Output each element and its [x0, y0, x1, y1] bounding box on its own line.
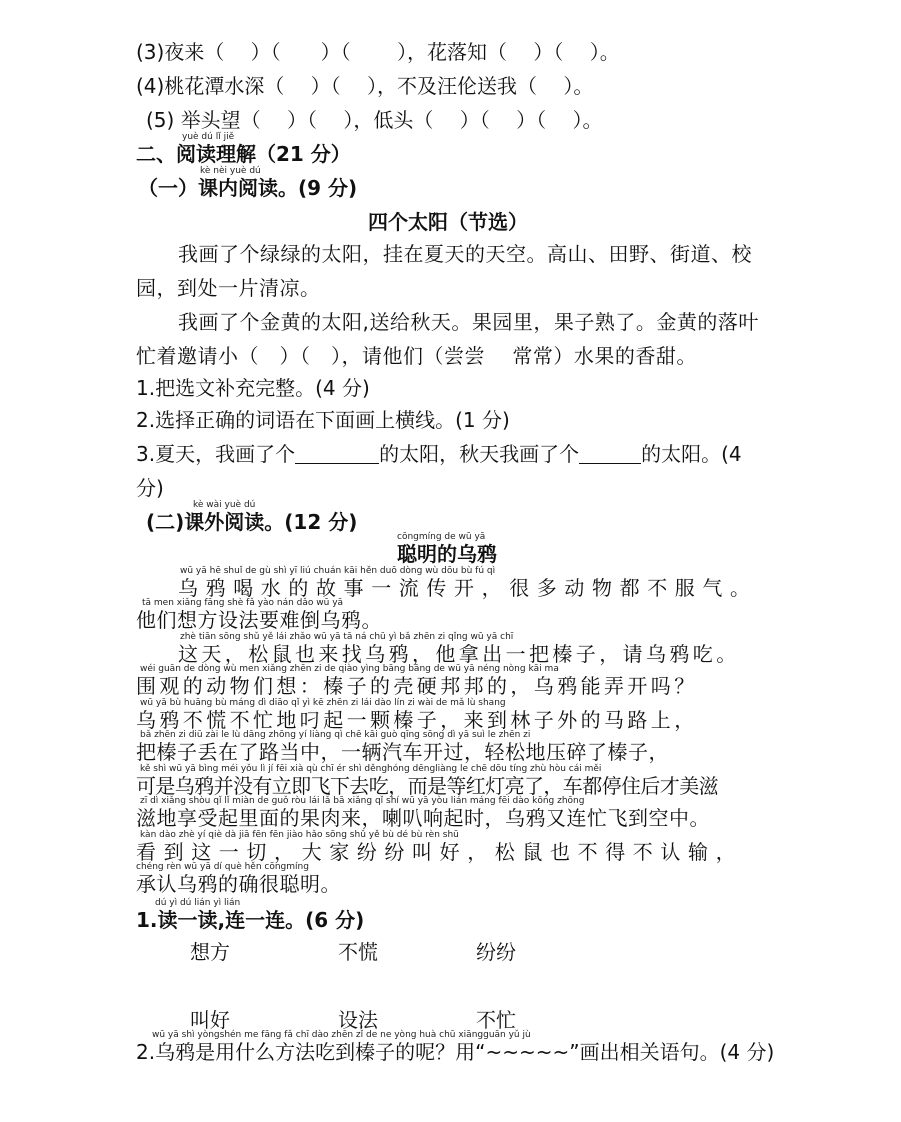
- part2-q2-pinyin: wū yā shì yòngshén me fāng fǎ chī dào zhēn zǐ de ne yòng huà chū xiāngguān yǔ jù: [152, 1030, 531, 1040]
- passage2-line-10: 承认乌鸦的确很聪明。: [136, 872, 341, 896]
- part2-q1-pinyin: dú yì dú lián yì lián: [155, 898, 241, 908]
- part1-question-1: 1.把选文补充完整。(4 分): [136, 376, 370, 400]
- passage1-title: 四个太阳（节选）: [368, 210, 528, 234]
- answer-blank-summer[interactable]: [295, 443, 379, 464]
- part1-pinyin: kè nèi yuè dú: [200, 166, 261, 176]
- passage2-title: 聪明的乌鸦: [397, 542, 497, 566]
- poem-fill-line-3: (3)夜来（ ）（ ）（ ），花落知（ ）（ ）。: [136, 40, 620, 64]
- passage2-line-6: 把榛子丢在了路当中，一辆汽车开过，轻松地压碎了榛子，: [136, 740, 669, 764]
- passage1-para2-line1: 我画了个金黄的太阳,送给秋天。果园里，果子熟了。金黄的落叶: [178, 310, 759, 334]
- passage2-pinyin-4: wéi guān de dòng wù men xiǎng zhēn zi de qiào yìng bāng bāng de wū yā néng nòng kāi ma: [140, 664, 559, 674]
- part1-question-2: 2.选择正确的词语在下面画上横线。(1 分): [136, 408, 510, 432]
- poem-fill-line-5: (5) 举头望（ ）（ ），低头（ ）（ ）（ ）。: [146, 108, 603, 132]
- passage2-pinyin-6: bǎ zhēn zi diū zài le lù dāng zhōng yí liàng qì chē kāi guò qīng sōng dì yā suì le zhēn zi: [140, 730, 531, 740]
- passage2-pinyin-9: kàn dào zhè yí qiè dà jiā fēn fēn jiào hǎo sōng shǔ yě bù dé bù rèn shū: [140, 830, 459, 840]
- passage2-pinyin-8: zī dì xiǎng shòu qǐ lǐ miàn de guǒ ròu lái lǎ bā xiǎng qǐ shí wū yā yòu lián máng fēi dào kōng zhōng: [140, 796, 585, 806]
- passage1-para1-line2: 园，到处一片清凉。: [136, 276, 321, 300]
- passage2-line-5: 乌鸦不慌不忙地叼起一颗榛子，来到林子外的马路上，: [136, 708, 698, 732]
- section2-title: 二、阅读理解（21 分）: [136, 142, 351, 166]
- part1-q3-text-a: 3.夏天，我画了个: [136, 442, 296, 466]
- match-word-top-3[interactable]: 纷纷: [476, 940, 516, 964]
- part1-q3-text-b: 的太阳，秋天我画了个: [379, 442, 580, 466]
- passage2-line-7: 可是乌鸦并没有立即飞下去吃，而是等红灯亮了，车都停住后才美滋: [136, 774, 718, 798]
- passage2-pinyin-7: kě shì wū yā bìng méi yǒu lì jí fēi xià qù chī ér shì děnghóng dēngliàng le chē dōu tíng zhù hòu cái měi: [140, 764, 602, 774]
- poem-fill-line-4: (4)桃花潭水深（ ）（ ），不及汪伦送我（ ）。: [136, 74, 594, 98]
- passage2-pinyin-3: zhè tiān sōng shǔ yě lái zhǎo wū yā tā ná chū yì bǎ zhēn zi qǐng wū yā chī: [180, 632, 514, 642]
- match-word-bottom-2[interactable]: 设法: [338, 1008, 378, 1032]
- passage2-line-2: 他们想方设法要难倒乌鸦。: [136, 608, 382, 632]
- answer-blank-autumn[interactable]: [579, 443, 641, 464]
- passage2-pinyin-1: wū yā hē shuǐ de gù shì yī liú chuán kāi hěn duō dòng wù dōu bù fú qì: [180, 566, 496, 576]
- match-word-top-2[interactable]: 不慌: [338, 940, 378, 964]
- section2-pinyin: yuè dú lǐ jiě: [182, 132, 235, 142]
- passage2-line-8: 滋地享受起里面的果肉来，喇叭响起时，乌鸦又连忙飞到空中。: [136, 806, 710, 830]
- part1-question-3: [136, 440, 742, 468]
- match-word-top-1[interactable]: 想方: [190, 940, 230, 964]
- passage1-para2-line2: 忙着邀请小（ ）（ ），请他们（尝尝 常常）水果的香甜。: [136, 344, 697, 368]
- part2-pinyin: kè wài yuè dú: [193, 500, 256, 510]
- passage2-pinyin-2: tā men xiǎng fāng shè fǎ yào nán dǎo wū yā: [142, 598, 344, 608]
- part1-title: （一）课内阅读。(9 分): [138, 176, 358, 200]
- match-word-bottom-3[interactable]: 不忙: [476, 1008, 516, 1032]
- part1-question-3-cont: 分): [136, 476, 164, 500]
- passage2-pinyin-5: wū yā bù huāng bù máng dì diāo qǐ yì kē zhēn zi lái dào lín zi wài de mǎ lù shang: [140, 698, 506, 708]
- part1-q3-text-c: 的太阳。(4: [641, 442, 742, 466]
- passage2-line-9: 看到这一切，大家纷纷叫好，松鼠也不得不认输，: [136, 840, 744, 864]
- part2-question-1: 1.读一读,连一连。(6 分): [136, 908, 365, 932]
- passage2-line-1: 乌鸦喝水的故事一流传开，很多动物都不服气。: [178, 576, 758, 600]
- passage2-pinyin-10: chéng rèn wū yā dí què hěn cōngmíng: [136, 862, 309, 872]
- passage2-line-4: 围观的动物们想：榛子的壳硬邦邦的，乌鸦能弄开吗？: [136, 674, 698, 698]
- passage2-title-pinyin: cōngmíng de wū yā: [397, 532, 486, 542]
- part2-title: (二)课外阅读。(12 分): [146, 510, 358, 534]
- passage2-line-3: 这天，松鼠也来找乌鸦，他拿出一把榛子，请乌鸦吃。: [178, 642, 740, 666]
- part2-question-2: 2.乌鸦是用什么方法吃到榛子的呢？用“~~~~~”画出相关语句。(4 分): [136, 1040, 775, 1064]
- match-word-bottom-1[interactable]: 叫好: [190, 1008, 230, 1032]
- passage1-para1-line1: 我画了个绿绿的太阳，挂在夏天的天空。高山、田野、街道、校: [178, 242, 752, 266]
